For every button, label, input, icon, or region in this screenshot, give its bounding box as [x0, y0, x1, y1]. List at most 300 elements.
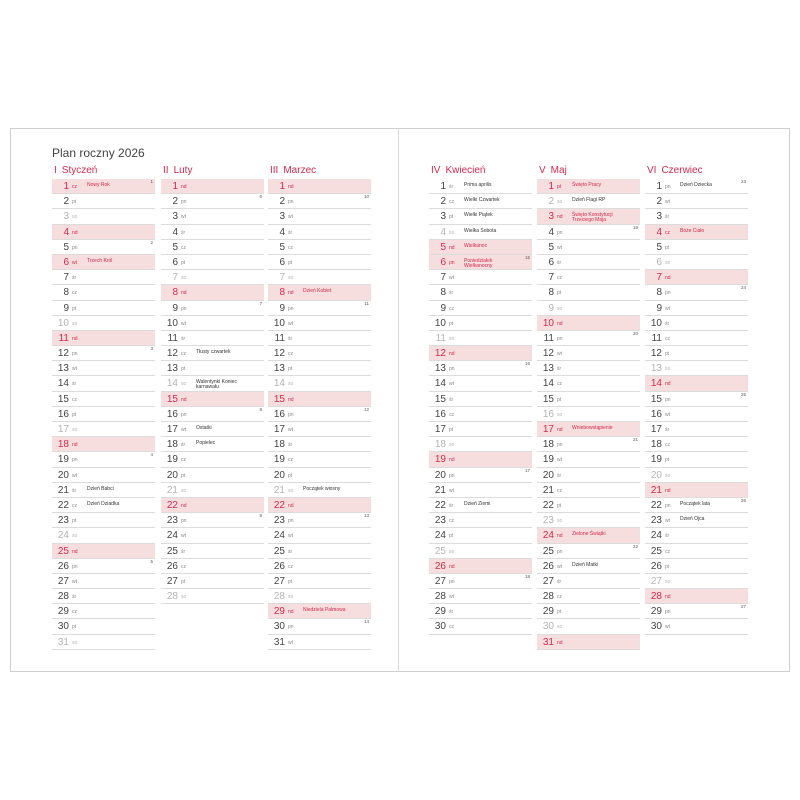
- week-number: 4: [150, 452, 153, 458]
- day-number: 20: [57, 469, 69, 481]
- weekday-label: pt: [665, 351, 670, 358]
- day-row: [429, 544, 532, 559]
- day-row: [429, 376, 532, 391]
- day-number: 15: [273, 393, 285, 405]
- day-row: [161, 544, 264, 559]
- week-number: 21: [632, 437, 638, 443]
- day-number: 10: [166, 317, 178, 329]
- day-row: [429, 301, 532, 316]
- weekday-label: so: [557, 411, 563, 418]
- day-row: [161, 468, 264, 483]
- day-row: [161, 209, 264, 224]
- day-row: [645, 361, 748, 376]
- week-number: 17: [524, 467, 530, 473]
- day-row: [52, 574, 155, 589]
- day-row: [537, 407, 640, 422]
- day-row: [268, 179, 371, 194]
- weekday-label: so: [449, 442, 455, 449]
- day-row: [161, 452, 264, 467]
- day-number: 26: [57, 560, 69, 572]
- day-row: [537, 635, 640, 650]
- weekday-label: wt: [557, 244, 562, 251]
- day-number: 7: [279, 272, 285, 284]
- day-number: 16: [542, 408, 554, 420]
- event-label: Święto Konstytucji Trzeciego Maja: [572, 212, 613, 224]
- day-number: 17: [166, 424, 178, 435]
- weekday-label: cz: [665, 335, 670, 342]
- day-number: 8: [440, 287, 446, 299]
- day-row: [52, 194, 155, 209]
- weekday-label: pt: [557, 609, 562, 616]
- day-number: 1: [172, 181, 178, 192]
- weekday-label: so: [665, 472, 671, 479]
- day-row: [52, 635, 155, 650]
- month-header: [161, 164, 264, 178]
- day-number: 6: [63, 256, 69, 268]
- day-row: [52, 255, 155, 270]
- day-row: [161, 316, 264, 331]
- day-row: [429, 437, 532, 452]
- event-label: Ostatki: [196, 425, 212, 431]
- day-number: 19: [542, 454, 554, 466]
- weekday-label: pn: [72, 244, 78, 251]
- month-name: Luty: [173, 165, 193, 176]
- day-number: 7: [548, 272, 554, 284]
- weekday-label: nd: [449, 457, 455, 464]
- day-number: 3: [656, 211, 662, 223]
- day-number: 23: [166, 515, 178, 527]
- weekday-label: śr: [288, 548, 293, 555]
- event-label: Wielki Piątek: [464, 212, 493, 219]
- weekday-label: wt: [449, 381, 454, 388]
- weekday-label: nd: [665, 381, 671, 388]
- day-row: [429, 209, 532, 224]
- day-row: [429, 255, 532, 270]
- weekday-label: śr: [181, 442, 186, 449]
- day-number: 13: [273, 363, 285, 375]
- day-row: [268, 225, 371, 240]
- month-roman: IV: [431, 165, 441, 176]
- day-row: [537, 270, 640, 285]
- day-row: [268, 270, 371, 285]
- week-number: 13: [363, 513, 369, 519]
- day-row: [268, 559, 371, 574]
- weekday-label: so: [557, 305, 563, 312]
- event-label: Dzień Ziemi: [464, 500, 491, 507]
- event-label: Nowy Rok: [87, 182, 110, 188]
- day-number: 7: [656, 272, 662, 284]
- day-number: 25: [273, 545, 285, 557]
- weekday-label: so: [181, 381, 187, 388]
- weekday-label: śr: [665, 533, 670, 540]
- day-number: 12: [650, 348, 662, 360]
- weekday-label: pn: [181, 305, 187, 312]
- day-number: 26: [273, 560, 285, 572]
- day-row: [52, 392, 155, 407]
- day-row: [429, 346, 532, 361]
- day-number: 13: [166, 363, 178, 375]
- day-row: [161, 225, 264, 240]
- weekday-label: pt: [449, 533, 454, 540]
- day-number: 26: [650, 560, 662, 572]
- event-label: Początek lata: [680, 500, 711, 507]
- weekday-label: pn: [665, 609, 671, 616]
- day-row: [161, 559, 264, 574]
- day-number: 1: [656, 181, 662, 192]
- day-number: 20: [542, 469, 554, 481]
- weekday-label: so: [288, 487, 294, 494]
- month-roman: III: [270, 165, 279, 176]
- day-number: 25: [166, 545, 178, 557]
- weekday-label: nd: [288, 396, 294, 403]
- day-row: [268, 407, 371, 422]
- day-row: [268, 437, 371, 452]
- day-row: [52, 483, 155, 498]
- day-number: 17: [273, 424, 285, 435]
- weekday-label: pt: [72, 518, 77, 525]
- weekday-label: śr: [449, 290, 454, 297]
- day-number: 22: [434, 499, 446, 511]
- day-number: 30: [57, 621, 69, 633]
- month-name: Maj: [550, 165, 567, 176]
- weekday-label: wt: [288, 427, 293, 433]
- day-row: [645, 574, 748, 589]
- day-number: 5: [63, 241, 69, 253]
- day-number: 21: [166, 484, 178, 496]
- event-label: Tłusty czwartek: [196, 349, 231, 356]
- weekday-label: pt: [181, 472, 186, 479]
- weekday-label: wt: [181, 320, 186, 327]
- day-row: [645, 407, 748, 422]
- week-number: 5: [150, 558, 153, 564]
- weekday-label: wt: [449, 275, 454, 282]
- day-number: 24: [650, 530, 662, 542]
- day-number: 1: [63, 181, 69, 192]
- day-row: [268, 285, 371, 300]
- day-number: 19: [650, 454, 662, 466]
- day-row: [161, 589, 264, 604]
- weekday-label: nd: [288, 184, 294, 190]
- day-row: [268, 468, 371, 483]
- day-number: 19: [273, 454, 285, 466]
- day-row: [429, 331, 532, 346]
- week-number: 11: [364, 300, 369, 306]
- day-number: 25: [434, 545, 446, 557]
- day-list: [429, 179, 532, 635]
- week-number: 14: [363, 619, 369, 625]
- day-number: 27: [166, 575, 178, 587]
- weekday-label: nd: [72, 442, 78, 449]
- month-roman: V: [539, 165, 546, 176]
- day-number: 26: [434, 560, 446, 572]
- day-row: [268, 301, 371, 316]
- weekday-label: pn: [181, 518, 187, 525]
- weekday-label: nd: [557, 214, 563, 221]
- weekday-label: wt: [72, 366, 77, 373]
- month-header: [268, 164, 371, 178]
- weekday-label: śr: [449, 609, 454, 616]
- month-column-june: [645, 164, 748, 635]
- day-row: [161, 528, 264, 543]
- weekday-label: nd: [557, 533, 563, 540]
- event-label: Trzech Król: [87, 257, 113, 264]
- month-header: [429, 164, 532, 178]
- weekday-label: cz: [72, 609, 77, 616]
- day-number: 29: [57, 606, 69, 618]
- weekday-label: nd: [181, 502, 187, 509]
- day-number: 18: [57, 439, 69, 451]
- day-row: [645, 604, 748, 619]
- day-row: [161, 392, 264, 407]
- weekday-label: pn: [181, 411, 187, 418]
- day-row: [537, 468, 640, 483]
- weekday-label: pt: [449, 427, 454, 433]
- weekday-label: nd: [449, 351, 455, 358]
- day-number: 4: [440, 226, 446, 238]
- day-number: 18: [166, 439, 178, 451]
- day-row: [268, 422, 371, 437]
- weekday-label: wt: [665, 411, 670, 418]
- weekday-label: pn: [288, 518, 294, 525]
- day-number: 6: [172, 256, 178, 268]
- weekday-label: so: [72, 533, 78, 540]
- weekday-label: pt: [449, 214, 454, 221]
- day-row: [268, 604, 371, 619]
- day-row: [537, 483, 640, 498]
- day-number: 21: [650, 484, 662, 496]
- day-row: [268, 376, 371, 391]
- weekday-label: so: [557, 199, 563, 206]
- day-list: [645, 179, 748, 635]
- day-row: [645, 437, 748, 452]
- day-row: [645, 331, 748, 346]
- day-number: 29: [434, 606, 446, 618]
- day-number: 2: [548, 196, 554, 208]
- day-row: [645, 346, 748, 361]
- day-row: [645, 513, 748, 528]
- week-number: 3: [150, 346, 153, 352]
- day-row: [268, 635, 371, 650]
- day-row: [52, 544, 155, 559]
- week-number: 18: [524, 573, 530, 579]
- day-number: 10: [273, 317, 285, 329]
- weekday-label: cz: [449, 411, 454, 418]
- day-row: [52, 225, 155, 240]
- weekday-label: cz: [557, 381, 562, 388]
- day-number: 18: [542, 439, 554, 451]
- day-number: 19: [166, 454, 178, 466]
- day-row: [161, 331, 264, 346]
- weekday-label: so: [449, 548, 455, 555]
- day-number: 14: [650, 378, 662, 390]
- weekday-label: śr: [72, 381, 77, 388]
- weekday-label: nd: [181, 396, 187, 403]
- weekday-label: śr: [181, 229, 186, 236]
- event-label: Wielkanoc: [464, 242, 488, 249]
- weekday-label: pn: [288, 199, 294, 206]
- day-number: 2: [440, 196, 446, 208]
- event-label: Wielka Sobota: [464, 227, 497, 234]
- weekday-label: cz: [181, 351, 186, 358]
- day-number: 16: [273, 408, 285, 420]
- day-number: 28: [166, 591, 178, 603]
- day-row: [537, 179, 640, 194]
- weekday-label: so: [181, 275, 187, 282]
- weekday-label: pt: [72, 624, 77, 631]
- weekday-label: pt: [288, 366, 293, 373]
- day-number: 8: [548, 287, 554, 299]
- weekday-label: pn: [665, 396, 671, 403]
- day-row: [645, 209, 748, 224]
- day-row: [537, 498, 640, 513]
- week-number: 24: [740, 285, 746, 291]
- weekday-label: pn: [665, 184, 671, 190]
- weekday-label: pn: [557, 229, 563, 236]
- weekday-label: pn: [557, 335, 563, 342]
- day-row: [52, 361, 155, 376]
- weekday-label: pn: [449, 259, 455, 266]
- day-row: [645, 225, 748, 240]
- event-label: Walentynki Koniec karnawału: [196, 379, 237, 391]
- day-number: 22: [542, 499, 554, 511]
- day-number: 23: [650, 515, 662, 527]
- weekday-label: śr: [557, 578, 562, 585]
- day-row: [537, 225, 640, 240]
- day-number: 29: [542, 606, 554, 618]
- weekday-label: so: [557, 624, 563, 631]
- weekday-label: pn: [288, 305, 294, 312]
- day-row: [161, 346, 264, 361]
- day-row: [52, 559, 155, 574]
- weekday-label: nd: [72, 335, 78, 342]
- day-row: [429, 619, 532, 634]
- weekday-label: wt: [181, 427, 186, 433]
- week-number: 9: [259, 513, 262, 519]
- weekday-label: cz: [181, 563, 186, 570]
- weekday-label: cz: [288, 457, 293, 464]
- day-row: [429, 392, 532, 407]
- day-row: [645, 528, 748, 543]
- day-number: 8: [279, 287, 285, 299]
- day-number: 23: [434, 515, 446, 527]
- day-number: 24: [273, 530, 285, 542]
- day-row: [645, 452, 748, 467]
- month-header: [537, 164, 640, 178]
- day-number: 18: [650, 439, 662, 451]
- day-number: 13: [434, 363, 446, 375]
- weekday-label: śr: [557, 366, 562, 373]
- weekday-label: pn: [449, 472, 455, 479]
- day-number: 4: [656, 226, 662, 238]
- day-number: 10: [650, 317, 662, 329]
- weekday-label: śr: [72, 594, 77, 601]
- day-number: 30: [434, 621, 446, 633]
- day-number: 12: [434, 348, 446, 360]
- day-number: 29: [273, 606, 285, 618]
- day-number: 20: [273, 469, 285, 481]
- day-number: 3: [63, 211, 69, 223]
- weekday-label: śr: [449, 502, 454, 509]
- day-number: 8: [172, 287, 178, 299]
- weekday-label: so: [181, 594, 187, 601]
- event-label: Boże Ciało: [680, 227, 705, 234]
- day-row: [645, 619, 748, 634]
- day-number: 6: [548, 256, 554, 268]
- weekday-label: so: [449, 229, 455, 236]
- day-row: [429, 528, 532, 543]
- day-number: 31: [273, 636, 285, 648]
- day-number: 9: [656, 302, 662, 314]
- day-number: 7: [63, 272, 69, 284]
- weekday-label: wt: [557, 563, 562, 570]
- day-row: [161, 498, 264, 513]
- month-header: [645, 164, 748, 178]
- day-number: 22: [650, 499, 662, 511]
- day-number: 10: [57, 317, 69, 329]
- day-number: 2: [656, 196, 662, 208]
- day-row: [161, 240, 264, 255]
- week-number: 8: [259, 406, 262, 412]
- day-number: 23: [57, 515, 69, 527]
- weekday-label: nd: [665, 594, 671, 601]
- day-list: [161, 179, 264, 604]
- month-column-march: [268, 164, 371, 650]
- weekday-label: nd: [449, 563, 455, 570]
- day-number: 11: [651, 332, 662, 344]
- day-row: [161, 513, 264, 528]
- weekday-label: pt: [557, 290, 562, 297]
- day-row: [268, 513, 371, 528]
- day-number: 11: [58, 332, 69, 344]
- month-name: Styczeń: [61, 165, 98, 176]
- weekday-label: śr: [665, 320, 670, 327]
- day-number: 3: [172, 211, 178, 223]
- day-number: 5: [172, 241, 178, 253]
- week-number: 12: [363, 406, 369, 412]
- day-row: [645, 255, 748, 270]
- weekday-label: pt: [288, 472, 293, 479]
- day-row: [645, 544, 748, 559]
- day-row: [645, 301, 748, 316]
- day-number: 13: [57, 363, 69, 375]
- weekday-label: śr: [449, 184, 454, 190]
- weekday-label: wt: [288, 320, 293, 327]
- day-row: [268, 331, 371, 346]
- weekday-label: nd: [557, 639, 563, 646]
- event-label: Dzień Babci: [87, 485, 114, 492]
- day-number: 12: [542, 348, 554, 360]
- weekday-label: śr: [665, 427, 670, 433]
- weekday-label: cz: [665, 442, 670, 449]
- day-row: [268, 589, 371, 604]
- day-row: [429, 407, 532, 422]
- weekday-label: pt: [72, 305, 77, 312]
- weekday-label: cz: [557, 594, 562, 601]
- day-number: 4: [63, 226, 69, 238]
- day-number: 15: [57, 393, 69, 405]
- day-number: 11: [543, 332, 554, 344]
- event-label: Wielki Czwartek: [464, 197, 500, 204]
- weekday-label: wt: [72, 578, 77, 585]
- day-row: [537, 316, 640, 331]
- day-row: [537, 392, 640, 407]
- event-label: Dzień Dziecka: [680, 182, 712, 188]
- weekday-label: śr: [72, 275, 77, 282]
- weekday-label: nd: [557, 320, 563, 327]
- day-number: 22: [57, 499, 69, 511]
- day-row: [268, 544, 371, 559]
- weekday-label: nd: [181, 184, 187, 190]
